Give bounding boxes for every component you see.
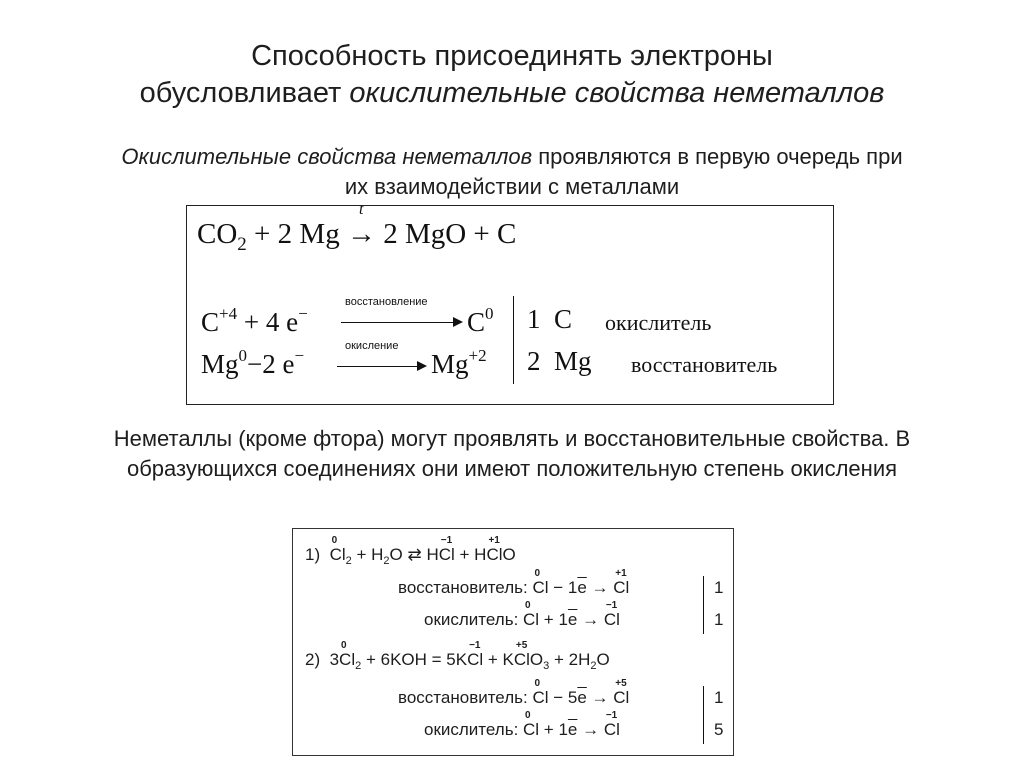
heat-condition: t (358, 201, 364, 218)
heat-arrow: t → (346, 201, 376, 250)
r1-p6: O (502, 545, 516, 564)
r1b-ox1: 0 (525, 600, 531, 611)
h2-species: Mg (554, 346, 592, 376)
r2a-e: $\overline{e}$ (577, 688, 587, 707)
r2-p4: Cl (513, 650, 530, 669)
balance-divider (513, 296, 514, 384)
r1-hcl (438, 535, 487, 565)
r1-p5: Cl (486, 545, 503, 564)
r2b-e: $\overline{e}$ (567, 720, 578, 739)
r1a-ox1: 0 (534, 568, 540, 579)
reaction-2-reducer (398, 678, 630, 708)
paragraph-oxidizing-plain: проявляются в первую очередь при (532, 144, 903, 169)
r2a-b: − 5 (548, 688, 578, 707)
reaction-1-reducer (398, 568, 630, 598)
h1-right-el: C (467, 307, 486, 337)
r1a-coef: 1 (714, 578, 724, 597)
r1-s1: 2 (345, 555, 352, 567)
r2-p1: Cl (339, 650, 356, 669)
r2-kclo3 (513, 640, 530, 670)
r1-p1: Cl (329, 545, 346, 564)
r2b-ox2: −1 (605, 710, 618, 721)
r2b-label: окислитель: (424, 720, 524, 739)
r1a-c: → (586, 578, 614, 597)
role-reducer: восстановитель (631, 352, 778, 377)
r1b-c: → (577, 610, 604, 629)
r2-p0: 3 (329, 650, 340, 669)
h2-left-el: Mg (201, 349, 239, 379)
reaction-2-oxidizer (424, 710, 620, 740)
r2a-c: → (586, 688, 614, 707)
r2b-cl1 (603, 710, 620, 740)
eq-right: 2 MgO + C (375, 218, 517, 250)
h1-coef: 1 (527, 304, 541, 334)
paragraph-reducing-line-1: Неметаллы (кроме фтора) могут проявлять и восстановительные свойства. В (113, 426, 911, 451)
r2-ox3: +5 (515, 640, 528, 651)
r2-p5: O (529, 650, 544, 669)
r2-p3: Cl + K (467, 650, 514, 669)
h2-left-sup: 0 (238, 346, 248, 365)
eq-mid: + 2 Mg (246, 218, 347, 250)
r1a-d: Cl (613, 578, 630, 597)
r2-kcl (467, 640, 514, 670)
r1b-cl0 (523, 600, 540, 630)
r2a-a: Cl (532, 688, 549, 707)
r2-num: 2) (305, 650, 321, 669)
r1-cl2 (329, 535, 346, 565)
r1a-a: Cl (532, 578, 549, 597)
r2-ox2: −1 (469, 640, 481, 651)
r1-ox1: 0 (331, 535, 338, 546)
r2-p6: + 2H (549, 650, 591, 669)
eq-co-sub: 2 (237, 234, 247, 255)
half1-right (467, 304, 494, 338)
r2a-ox1: 0 (534, 678, 540, 689)
title-line-2 (0, 75, 1024, 112)
main-equation (197, 201, 517, 256)
h1-left-el: C (201, 307, 220, 337)
r2b-a: Cl (523, 720, 540, 739)
paragraph-oxidizing-line-2: их взаимодействии с металлами (344, 174, 680, 199)
r1-p3: O ⇄ H (389, 545, 439, 564)
r2-p7: O (596, 650, 610, 669)
r1-hclo (486, 535, 503, 565)
r1b-coef: 1 (714, 610, 724, 629)
r2-s1: 2 (355, 660, 362, 672)
half1-coef (527, 304, 572, 335)
r2-ox1: 0 (341, 640, 347, 651)
reaction-1-oxidizer (424, 600, 620, 630)
arrow-label-oxidation: окисление (345, 340, 399, 352)
arrow-reduction (341, 322, 461, 323)
title-line-2-italic: окислительные свойства неметаллов (349, 77, 885, 109)
reaction-1 (305, 535, 516, 567)
r2a-label: восстановитель: (398, 688, 533, 707)
r2b-c: → (577, 720, 604, 739)
paragraph-oxidizing (30, 142, 994, 202)
paragraph-oxidizing-line-1 (30, 142, 994, 172)
r2-balance-bar (703, 686, 704, 744)
r2a-coef: 1 (714, 688, 724, 707)
slide-title (0, 38, 1024, 112)
h2-right-el: Mg (431, 349, 469, 379)
r2a-d: Cl (613, 688, 630, 707)
h2-left-rest: −2 e (247, 349, 295, 379)
r1-p2: + H (351, 545, 384, 564)
h2-coef: 2 (527, 346, 541, 376)
r1b-ox2: −1 (605, 600, 618, 611)
half1-left (201, 304, 308, 338)
r2b-d: Cl (603, 720, 620, 739)
h1-species: C (554, 304, 573, 334)
r1a-cl1 (613, 568, 630, 598)
r1b-label: окислитель: (424, 610, 524, 629)
r1b-e: $\overline{e}$ (567, 610, 578, 629)
h2-e-sup: − (294, 346, 305, 365)
half2-right (431, 346, 487, 380)
r1-s2: 2 (383, 555, 390, 567)
arrow-oxidation (337, 366, 425, 367)
r1-ox2: −1 (440, 535, 453, 546)
r2b-cl0 (523, 710, 540, 740)
r2-s3: 2 (590, 660, 597, 672)
r2-cl2 (339, 640, 356, 670)
r1b-cl1 (603, 600, 620, 630)
title-line-2-plain: обусловливает (139, 77, 350, 109)
role-oxidizer: окислитель (605, 310, 712, 335)
r1-num: 1) (305, 545, 321, 564)
r1-balance-bar (703, 576, 704, 634)
r1b-d: Cl (603, 610, 620, 629)
paragraph-reducing (30, 424, 994, 484)
r2-s2: 3 (543, 660, 550, 672)
r2b-ox1: 0 (525, 710, 531, 721)
half2-left (201, 346, 304, 380)
half2-coef (527, 346, 592, 377)
r1-p4: Cl + H (438, 545, 487, 564)
h1-left-rest: + 4 e (237, 307, 299, 337)
r1b-b: + 1 (539, 610, 568, 629)
paragraph-reducing-line-2: образующихся соединениях они имеют положительную степень окисления (126, 456, 898, 481)
h1-e-sup: − (298, 304, 308, 323)
r1a-e: $\overline{e}$ (577, 578, 587, 597)
r2-p2: + 6KOH = 5K (361, 650, 468, 669)
r2b-coef: 5 (714, 720, 724, 739)
reaction-2 (305, 640, 610, 672)
h1-left-sup: +4 (219, 304, 238, 323)
r2a-cl0 (532, 678, 549, 708)
r2a-cl5 (613, 678, 630, 708)
arrow-label-reduction: восстановление (345, 296, 428, 308)
reaction-box-co2-mg (186, 201, 834, 405)
h1-right-sup: 0 (485, 304, 494, 323)
r1-ox3: +1 (488, 535, 500, 546)
r1a-cl0 (532, 568, 549, 598)
r1a-b: − 1 (548, 578, 578, 597)
paragraph-oxidizing-italic: Окислительные свойства неметаллов (121, 144, 533, 169)
h2-right-sup: +2 (468, 346, 487, 365)
title-line-1: Способность присоединять электроны (251, 40, 773, 72)
eq-co: CO (197, 218, 238, 250)
r1a-ox2: +1 (615, 568, 627, 579)
r2b-b: + 1 (539, 720, 568, 739)
r2a-ox2: +5 (615, 678, 627, 689)
r1b-a: Cl (523, 610, 540, 629)
r1a-label: восстановитель: (398, 578, 533, 597)
